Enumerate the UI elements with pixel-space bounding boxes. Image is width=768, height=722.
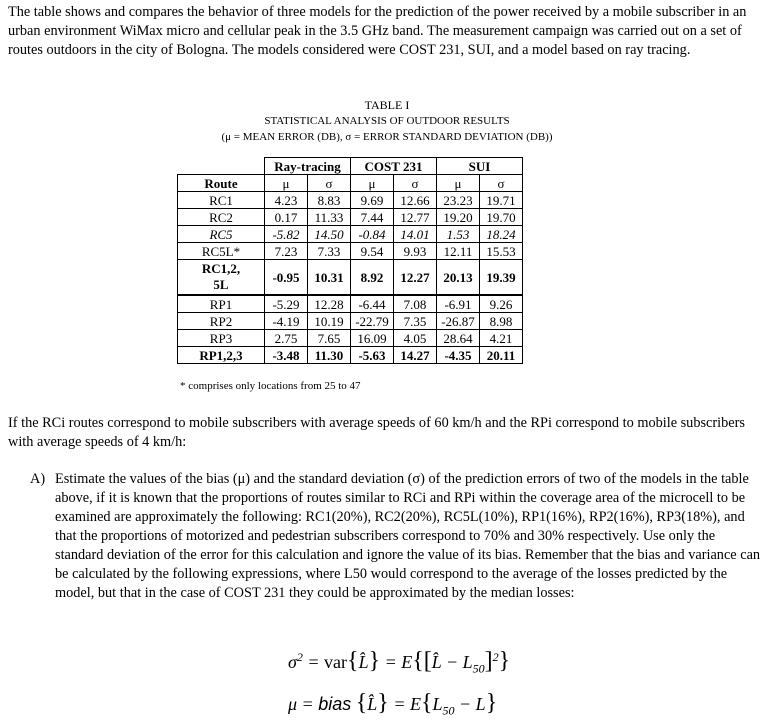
model-header-raytracing: Ray-tracing xyxy=(265,158,351,175)
route-cell: RP2 xyxy=(178,313,265,330)
value-cell: 9.69 xyxy=(351,192,394,209)
var-lhat: L̂ xyxy=(431,652,442,672)
value-cell: 2.75 xyxy=(265,330,308,347)
value-cell: 7.23 xyxy=(265,243,308,260)
value-cell: 12.27 xyxy=(394,260,437,296)
value-cell: 15.53 xyxy=(480,243,523,260)
value-cell: 19.71 xyxy=(480,192,523,209)
value-cell: -5.82 xyxy=(265,226,308,243)
value-cell: 11.30 xyxy=(308,347,351,364)
table-subtitle: (μ = MEAN ERROR (DB), σ = ERROR STANDARD DEVIATION (DB)) xyxy=(221,131,553,143)
value-cell: 19.39 xyxy=(480,260,523,296)
bias-sub50: 50 xyxy=(442,703,455,718)
bias-l2: L xyxy=(475,694,486,714)
route-cell: RP1 xyxy=(178,295,265,313)
route-cell: RC5 xyxy=(178,226,265,243)
value-cell: 16.09 xyxy=(351,330,394,347)
value-cell: 7.08 xyxy=(394,295,437,313)
bias-formula: μ = bias {L̂} = $E\{L_{50} - L\}$ xyxy=(288,690,498,718)
bias-expectation: E xyxy=(409,694,421,714)
route-cell: RC1 xyxy=(178,192,265,209)
value-cell: 7.35 xyxy=(394,313,437,330)
route-cell xyxy=(178,260,265,296)
bias-name: bias xyxy=(318,694,352,714)
value-cell: 4.05 xyxy=(394,330,437,347)
table-row xyxy=(178,226,523,243)
value-cell: 14.01 xyxy=(394,226,437,243)
value-cell: 8.83 xyxy=(308,192,351,209)
route-header: Route xyxy=(178,175,265,192)
route-cell: RC5L* xyxy=(178,243,265,260)
mu-header: μ xyxy=(437,175,480,192)
value-cell: 18.24 xyxy=(480,226,523,243)
var-square: 2 xyxy=(492,650,499,664)
bias-l: L xyxy=(432,694,443,714)
table-row xyxy=(178,347,523,364)
value-cell: -0.95 xyxy=(265,260,308,296)
value-cell: -4.35 xyxy=(437,347,480,364)
model-header-row xyxy=(178,158,523,175)
value-cell: -6.44 xyxy=(351,295,394,313)
statistics-table xyxy=(177,157,523,364)
value-cell: 4.21 xyxy=(480,330,523,347)
table-row xyxy=(178,243,523,260)
table-row xyxy=(178,192,523,209)
table-row xyxy=(178,313,523,330)
value-cell: -5.63 xyxy=(351,347,394,364)
value-cell: -22.79 xyxy=(351,313,394,330)
mu-header: μ xyxy=(351,175,394,192)
route-cell: RP1,2,3 xyxy=(178,347,265,364)
value-cell: 12.66 xyxy=(394,192,437,209)
var-expectation: E xyxy=(401,652,413,672)
value-cell: 23.23 xyxy=(437,192,480,209)
variance-formula: $\sigma^2$ = var{L̂} = E{[L̂ − $L_{50}]^2$} xyxy=(288,648,511,676)
table-row xyxy=(178,209,523,226)
value-cell: 4.23 xyxy=(265,192,308,209)
item-a-text: Estimate the values of the bias (μ) and the standard deviation (σ) of the prediction errors of two of the models in the table above, if it is known that the proportions of routes similar to RCi and RPi within the coverage area of the microcell to be examined are approximately the following: RC1(20%), RC2(20%), RC5L(10%), RP1(16%), RP2(16%), RP3(18%), and that the proportions of motorized and pedestrian subscribers correspond to 70% and 30% respectively. Use only the standard deviation of the error for this calculation and ignore the value of its bias. Remember that the bias and variance can be calculated by the following expressions, where L50 would correspond to the average of the losses predicted by the model, but that in the case of COST 231 they could be approximated by the median losses: xyxy=(55,471,761,601)
var-name: var xyxy=(324,652,348,672)
value-cell: 20.11 xyxy=(480,347,523,364)
value-cell: 9.54 xyxy=(351,243,394,260)
table-row xyxy=(178,295,523,313)
var-lhs: σ xyxy=(288,652,297,672)
value-cell: -0.84 xyxy=(351,226,394,243)
value-cell: 14.50 xyxy=(308,226,351,243)
value-cell: 19.70 xyxy=(480,209,523,226)
value-cell: 12.28 xyxy=(308,295,351,313)
value-cell: 9.26 xyxy=(480,295,523,313)
value-cell: 19.20 xyxy=(437,209,480,226)
value-cell: 8.92 xyxy=(351,260,394,296)
model-header-cost231: COST 231 xyxy=(351,158,437,175)
item-a xyxy=(30,470,764,603)
route-line: RC1,2, xyxy=(201,261,241,276)
value-cell: -3.48 xyxy=(265,347,308,364)
value-cell: -26.87 xyxy=(437,313,480,330)
question-paragraph: If the RCi routes correspond to mobile subscribers with average speeds of 60 km/h and the RPi correspond to mobile subscribers with average speeds of 4 km/h: xyxy=(8,415,745,450)
route-cell: RC2 xyxy=(178,209,265,226)
var-l: L xyxy=(462,652,473,672)
value-cell: 7.33 xyxy=(308,243,351,260)
route-cell: RP3 xyxy=(178,330,265,347)
value-cell: 12.77 xyxy=(394,209,437,226)
stat-header-row xyxy=(178,175,523,192)
intro-paragraph: The table shows and compares the behavior of three models for the prediction of the power received by a mobile subscriber in an urban environment WiMax micro and cellular peak in the 3.5 GHz band. The measurement campaign was carried out on a set of routes outdoors in the city of Bologna. The models considered were COST 231, SUI, and a model based on ray tracing. xyxy=(8,4,747,58)
value-cell: 20.13 xyxy=(437,260,480,296)
value-cell: 8.98 xyxy=(480,313,523,330)
value-cell: 14.27 xyxy=(394,347,437,364)
bias-arg: L̂ xyxy=(367,694,378,714)
value-cell: 10.19 xyxy=(308,313,351,330)
value-cell: -5.29 xyxy=(265,295,308,313)
item-a-letter: A) xyxy=(30,471,46,487)
sigma-header: σ xyxy=(394,175,437,192)
table-number: TABLE I xyxy=(364,98,410,112)
model-header-sui: SUI xyxy=(437,158,523,175)
sigma-header: σ xyxy=(480,175,523,192)
value-cell: -6.91 xyxy=(437,295,480,313)
value-cell: 7.65 xyxy=(308,330,351,347)
value-cell: 11.33 xyxy=(308,209,351,226)
table-footnote: * comprises only locations from 25 to 47 xyxy=(180,380,361,392)
value-cell: 12.11 xyxy=(437,243,480,260)
empty-corner-cell xyxy=(178,158,265,175)
value-cell: 28.64 xyxy=(437,330,480,347)
table-title: STATISTICAL ANALYSIS OF OUTDOOR RESULTS xyxy=(264,115,510,127)
value-cell: 0.17 xyxy=(265,209,308,226)
mu-header: μ xyxy=(265,175,308,192)
sigma-header: σ xyxy=(308,175,351,192)
bias-lhs: μ xyxy=(288,694,298,714)
var-exp: 2 xyxy=(296,650,303,664)
var-arg: L̂ xyxy=(358,652,369,672)
value-cell: 10.31 xyxy=(308,260,351,296)
table-row xyxy=(178,260,523,296)
var-sub50: 50 xyxy=(472,661,485,676)
value-cell: 9.93 xyxy=(394,243,437,260)
value-cell: -4.19 xyxy=(265,313,308,330)
table-row xyxy=(178,330,523,347)
route-line: 5L xyxy=(213,277,229,292)
value-cell: 7.44 xyxy=(351,209,394,226)
value-cell: 1.53 xyxy=(437,226,480,243)
